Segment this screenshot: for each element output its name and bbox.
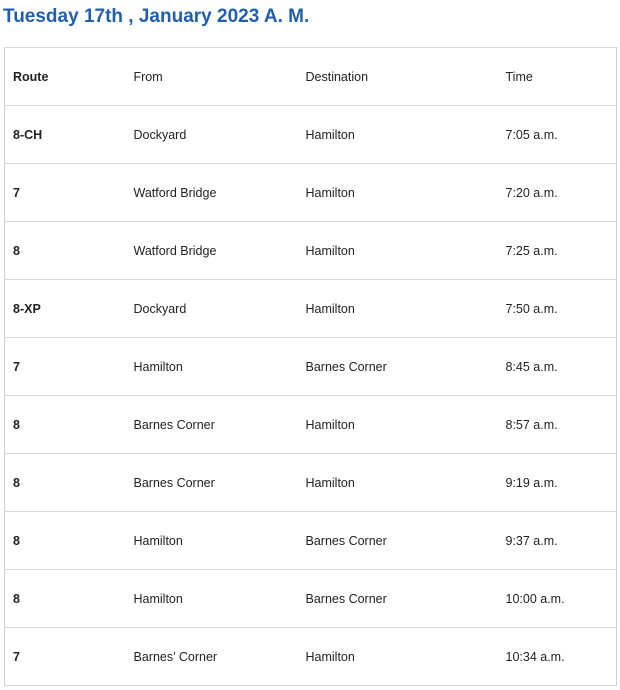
header-time: Time — [498, 48, 617, 106]
cell-from: Barnes’ Corner — [126, 628, 298, 686]
header-from: From — [126, 48, 298, 106]
cell-route: 8 — [5, 454, 126, 512]
cell-from: Watford Bridge — [126, 164, 298, 222]
header-destination: Destination — [298, 48, 498, 106]
cell-destination: Barnes Corner — [298, 570, 498, 628]
table-row — [5, 106, 617, 164]
table-row — [5, 396, 617, 454]
cell-route: 8 — [5, 396, 126, 454]
cell-time: 9:19 a.m. — [498, 454, 617, 512]
cell-time: 8:57 a.m. — [498, 396, 617, 454]
cell-from: Dockyard — [126, 106, 298, 164]
bus-schedule-table — [4, 47, 617, 686]
cell-time: 7:50 a.m. — [498, 280, 617, 338]
cell-destination: Hamilton — [298, 222, 498, 280]
cell-destination: Hamilton — [298, 280, 498, 338]
cell-destination: Barnes Corner — [298, 512, 498, 570]
header-route: Route — [5, 48, 126, 106]
cell-time: 8:45 a.m. — [498, 338, 617, 396]
cell-route: 8-CH — [5, 106, 126, 164]
cell-from: Hamilton — [126, 338, 298, 396]
cell-destination: Hamilton — [298, 106, 498, 164]
cell-from: Dockyard — [126, 280, 298, 338]
cell-from: Hamilton — [126, 570, 298, 628]
table-row — [5, 280, 617, 338]
table-header-row — [5, 48, 617, 106]
cell-route: 8 — [5, 512, 126, 570]
table-row — [5, 164, 617, 222]
cell-time: 9:37 a.m. — [498, 512, 617, 570]
table-row — [5, 222, 617, 280]
table-row — [5, 338, 617, 396]
cell-from: Barnes Corner — [126, 454, 298, 512]
cell-destination: Hamilton — [298, 454, 498, 512]
cell-destination: Hamilton — [298, 628, 498, 686]
cell-time: 7:05 a.m. — [498, 106, 617, 164]
cell-from: Hamilton — [126, 512, 298, 570]
cell-route: 7 — [5, 628, 126, 686]
cell-time: 10:00 a.m. — [498, 570, 617, 628]
table-row — [5, 570, 617, 628]
table-row — [5, 628, 617, 686]
cell-destination: Hamilton — [298, 396, 498, 454]
cell-route: 8 — [5, 570, 126, 628]
cell-time: 7:25 a.m. — [498, 222, 617, 280]
cell-route: 7 — [5, 164, 126, 222]
cell-destination: Barnes Corner — [298, 338, 498, 396]
table-row — [5, 512, 617, 570]
cell-time: 7:20 a.m. — [498, 164, 617, 222]
cell-route: 8-XP — [5, 280, 126, 338]
cell-time: 10:34 a.m. — [498, 628, 617, 686]
cell-from: Barnes Corner — [126, 396, 298, 454]
table-row — [5, 454, 617, 512]
cell-destination: Hamilton — [298, 164, 498, 222]
cell-route: 8 — [5, 222, 126, 280]
cell-from: Watford Bridge — [126, 222, 298, 280]
cell-route: 7 — [5, 338, 126, 396]
page-title: Tuesday 17th , January 2023 A. M. — [3, 6, 310, 27]
